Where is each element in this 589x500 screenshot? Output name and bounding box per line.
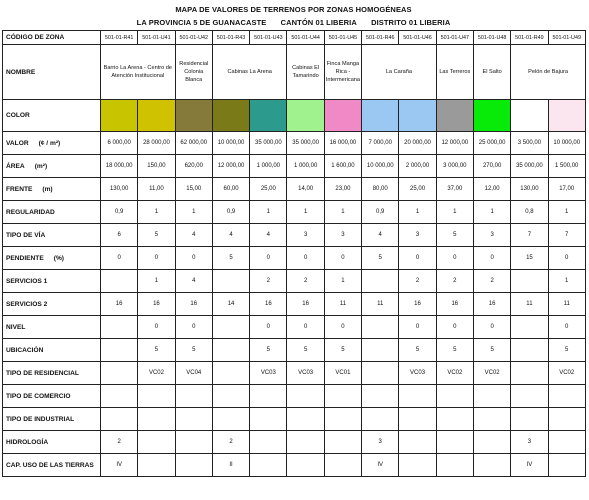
zone-value-cell xyxy=(138,408,175,431)
zone-value-cell: 15,00 xyxy=(175,178,212,201)
zone-value-cell: 3 500,00 xyxy=(511,132,548,155)
zone-value-cell: IV xyxy=(511,454,548,477)
row-label-pendiente: PENDIENTE (%) xyxy=(3,247,101,270)
zone-value-cell xyxy=(101,408,138,431)
zone-value-cell xyxy=(473,431,510,454)
zone-value-cell xyxy=(436,385,473,408)
zone-value-cell: 20 000,00 xyxy=(399,132,436,155)
zone-name-cell: Cabinas La Arena xyxy=(212,45,287,100)
zone-value-cell: 7 000,00 xyxy=(362,132,399,155)
row-label-tipo-industrial: TIPO DE INDUSTRIAL xyxy=(3,408,101,431)
zone-value-cell xyxy=(250,408,287,431)
zone-value-cell xyxy=(212,339,249,362)
zone-values-table xyxy=(2,30,586,477)
zone-value-cell: VC02 xyxy=(138,362,175,385)
zone-value-cell: 2 xyxy=(287,270,324,293)
zone-value-cell: 5 xyxy=(212,247,249,270)
row-cap-uso xyxy=(3,454,586,477)
zone-color-swatch xyxy=(138,100,174,131)
zone-value-cell: 17,00 xyxy=(548,178,585,201)
zone-value-cell: 0 xyxy=(138,316,175,339)
zone-value-cell: 5 xyxy=(175,339,212,362)
zone-value-cell: 16 xyxy=(250,293,287,316)
zone-value-cell: 5 xyxy=(548,339,585,362)
zone-value-cell: 0 xyxy=(548,316,585,339)
row-regularidad xyxy=(3,201,586,224)
zone-value-cell: 23,00 xyxy=(324,178,361,201)
zone-value-cell xyxy=(511,362,548,385)
zone-value-cell: 0 xyxy=(324,316,361,339)
zone-value-cell: 1 xyxy=(250,201,287,224)
zone-value-cell: 0,8 xyxy=(511,201,548,224)
row-nombre xyxy=(3,45,586,100)
zone-value-cell: 18 000,00 xyxy=(101,155,138,178)
zone-value-cell xyxy=(362,339,399,362)
zone-value-cell: VC01 xyxy=(324,362,361,385)
zone-value-cell: 3 xyxy=(287,224,324,247)
zone-value-cell: 28 000,00 xyxy=(138,132,175,155)
zone-value-cell: 35 000,00 xyxy=(250,132,287,155)
zone-value-cell xyxy=(548,408,585,431)
row-servicios1 xyxy=(3,270,586,293)
zone-value-cell: 16 xyxy=(101,293,138,316)
zone-value-cell: 5 xyxy=(138,224,175,247)
zone-value-cell xyxy=(250,454,287,477)
zone-value-cell: 12 000,00 xyxy=(212,155,249,178)
zone-value-cell: 1 xyxy=(473,201,510,224)
zone-value-cell: 25,00 xyxy=(399,178,436,201)
zone-color-swatch xyxy=(325,100,361,131)
zone-value-cell: 7 xyxy=(511,224,548,247)
zone-code-cell: 501-01-U47 xyxy=(436,31,473,45)
zone-value-cell: 1 xyxy=(138,270,175,293)
zone-code-cell: 501-01-U45 xyxy=(324,31,361,45)
row-label-hidrologia: HIDROLOGÍA xyxy=(3,431,101,454)
row-frente xyxy=(3,178,586,201)
zone-value-cell: 270,00 xyxy=(473,155,510,178)
zone-value-cell xyxy=(138,385,175,408)
zone-color-cell xyxy=(101,100,138,132)
row-label-ubicacion: UBICACIÓN xyxy=(3,339,101,362)
zone-value-cell: VC03 xyxy=(287,362,324,385)
zone-value-cell: 0 xyxy=(138,247,175,270)
zone-value-cell xyxy=(362,385,399,408)
zone-color-swatch xyxy=(287,100,323,131)
zone-value-cell: 0 xyxy=(436,316,473,339)
zone-color-swatch xyxy=(511,100,547,131)
zone-value-cell: 16 xyxy=(399,293,436,316)
zone-value-cell: VC03 xyxy=(399,362,436,385)
zone-value-cell: VC02 xyxy=(473,362,510,385)
row-area xyxy=(3,155,586,178)
zone-value-cell: 1 600,00 xyxy=(324,155,361,178)
zone-code-cell: 501-01-U41 xyxy=(138,31,175,45)
zone-value-cell: 4 xyxy=(362,224,399,247)
zone-value-cell: 0,9 xyxy=(101,201,138,224)
zone-value-cell xyxy=(436,454,473,477)
zone-value-cell: 0 xyxy=(175,316,212,339)
zone-value-cell: 11 xyxy=(362,293,399,316)
zone-value-cell: 5 xyxy=(399,339,436,362)
zone-value-cell: 16 xyxy=(138,293,175,316)
zone-value-cell xyxy=(324,454,361,477)
zone-code-cell: 501-01-R46 xyxy=(362,31,399,45)
zone-value-cell: 0,9 xyxy=(362,201,399,224)
zone-value-cell: 0 xyxy=(473,247,510,270)
zone-value-cell xyxy=(548,431,585,454)
zone-value-cell: 1 xyxy=(548,201,585,224)
zone-value-cell: 5 xyxy=(250,339,287,362)
row-tipo-via xyxy=(3,224,586,247)
zone-color-swatch xyxy=(213,100,249,131)
zone-value-cell xyxy=(175,431,212,454)
zone-value-cell xyxy=(250,385,287,408)
row-label-area: ÁREA (m²) xyxy=(3,155,101,178)
zone-color-cell xyxy=(548,100,585,132)
zone-value-cell: 10 000,00 xyxy=(212,132,249,155)
zone-value-cell: 1 xyxy=(399,201,436,224)
row-label-valor: VALOR (¢ / m²) xyxy=(3,132,101,155)
row-label-servicios2: SERVICIOS 2 xyxy=(3,293,101,316)
row-color xyxy=(3,100,586,132)
zone-value-cell xyxy=(362,316,399,339)
zone-color-swatch xyxy=(437,100,473,131)
row-tipo-comercio xyxy=(3,385,586,408)
zone-value-cell xyxy=(212,270,249,293)
zone-value-cell: 1 xyxy=(548,270,585,293)
zone-value-cell: 5 xyxy=(287,339,324,362)
row-label-tipo-residencial: TIPO DE RESIDENCIAL xyxy=(3,362,101,385)
zone-value-cell: 25,00 xyxy=(250,178,287,201)
zone-value-cell xyxy=(101,362,138,385)
zone-value-cell: 3 000,00 xyxy=(436,155,473,178)
zone-name-cell: Finca Manga Rica - Intermericana xyxy=(324,45,361,100)
zone-value-cell xyxy=(436,408,473,431)
zone-value-cell xyxy=(473,454,510,477)
zone-color-cell xyxy=(436,100,473,132)
zone-color-cell xyxy=(287,100,324,132)
zone-value-cell: 6 xyxy=(101,224,138,247)
zone-value-cell: 1 xyxy=(324,270,361,293)
zone-value-cell xyxy=(399,454,436,477)
zone-value-cell xyxy=(212,316,249,339)
zone-value-cell xyxy=(548,385,585,408)
zone-value-cell xyxy=(101,339,138,362)
zone-value-cell: 0 xyxy=(287,316,324,339)
zone-value-cell: 4 xyxy=(212,224,249,247)
zone-value-cell xyxy=(399,408,436,431)
zone-value-cell xyxy=(473,385,510,408)
row-label-nivel: NIVEL xyxy=(3,316,101,339)
zone-value-cell: 4 xyxy=(175,224,212,247)
zone-value-cell xyxy=(138,454,175,477)
zone-value-cell: 5 xyxy=(138,339,175,362)
zone-value-cell: VC04 xyxy=(175,362,212,385)
zone-code-cell: 501-01-U48 xyxy=(473,31,510,45)
zone-value-cell: 2 xyxy=(436,270,473,293)
zone-value-cell: 60,00 xyxy=(212,178,249,201)
row-label-color: COLOR xyxy=(3,100,101,132)
zone-value-cell: 1 000,00 xyxy=(250,155,287,178)
zone-value-cell: 130,00 xyxy=(511,178,548,201)
zone-value-cell: 1 xyxy=(175,201,212,224)
zone-value-cell: 1 000,00 xyxy=(287,155,324,178)
row-pendiente xyxy=(3,247,586,270)
zone-value-cell: 2 xyxy=(473,270,510,293)
zone-value-cell: 0 xyxy=(399,316,436,339)
zone-color-swatch xyxy=(549,100,585,131)
zone-value-cell: 16 xyxy=(436,293,473,316)
zone-value-cell: 1 xyxy=(138,201,175,224)
zone-color-cell xyxy=(362,100,399,132)
zone-value-cell: 62 000,00 xyxy=(175,132,212,155)
row-nivel xyxy=(3,316,586,339)
row-servicios2 xyxy=(3,293,586,316)
zone-color-cell xyxy=(138,100,175,132)
zone-value-cell: 0 xyxy=(175,247,212,270)
zone-value-cell: 130,00 xyxy=(101,178,138,201)
zone-value-cell xyxy=(287,385,324,408)
zone-value-cell: 11 xyxy=(548,293,585,316)
zone-value-cell: 3 xyxy=(362,431,399,454)
zone-value-cell: 11,00 xyxy=(138,178,175,201)
zone-value-cell: 3 xyxy=(324,224,361,247)
row-label-frente: FRENTE (m) xyxy=(3,178,101,201)
zone-code-cell: 501-01-U43 xyxy=(250,31,287,45)
zone-value-cell xyxy=(511,385,548,408)
zone-value-cell xyxy=(138,431,175,454)
zone-value-cell: 0,9 xyxy=(212,201,249,224)
zone-name-cell: Las Terreros xyxy=(436,45,473,100)
zone-color-swatch xyxy=(101,100,137,131)
zone-value-cell: 5 xyxy=(473,339,510,362)
row-hidrologia xyxy=(3,431,586,454)
zone-value-cell: IV xyxy=(362,454,399,477)
zone-name-cell: La Caraña xyxy=(362,45,437,100)
zone-value-cell: 12,00 xyxy=(473,178,510,201)
zone-value-cell xyxy=(511,408,548,431)
zone-value-cell xyxy=(175,385,212,408)
zone-value-cell xyxy=(212,385,249,408)
zone-value-cell xyxy=(399,431,436,454)
zone-value-cell: 25 000,00 xyxy=(473,132,510,155)
zone-value-cell xyxy=(511,339,548,362)
zone-value-cell: 5 xyxy=(436,224,473,247)
zone-value-cell: 16 xyxy=(287,293,324,316)
zone-value-cell: 16 xyxy=(473,293,510,316)
district-label: DISTRITO 01 LIBERIA xyxy=(371,18,451,27)
zone-value-cell: 15 xyxy=(511,247,548,270)
zone-value-cell: VC02 xyxy=(436,362,473,385)
zone-value-cell xyxy=(287,431,324,454)
zone-value-cell: 150,00 xyxy=(138,155,175,178)
zone-value-cell: 1 xyxy=(287,201,324,224)
zone-value-cell: VC03 xyxy=(250,362,287,385)
zone-value-cell xyxy=(101,270,138,293)
zone-color-cell xyxy=(175,100,212,132)
zone-color-swatch xyxy=(176,100,212,131)
zone-value-cell: 1 xyxy=(436,201,473,224)
zone-color-cell xyxy=(324,100,361,132)
zone-value-cell: 1 xyxy=(324,201,361,224)
zone-value-cell: 16 xyxy=(175,293,212,316)
zone-code-cell: 501-01-R41 xyxy=(101,31,138,45)
zone-value-cell: 4 xyxy=(250,224,287,247)
zone-code-cell: 501-01-U49 xyxy=(548,31,585,45)
zone-value-cell: 0 xyxy=(473,316,510,339)
zone-value-cell xyxy=(362,408,399,431)
zone-value-cell: 2 xyxy=(250,270,287,293)
zone-values-document xyxy=(2,4,585,477)
row-label-tipo-comercio: TIPO DE COMERCIO xyxy=(3,385,101,408)
row-label-tipo-via: TIPO DE VÍA xyxy=(3,224,101,247)
zone-value-cell xyxy=(212,362,249,385)
zone-value-cell xyxy=(548,454,585,477)
zone-value-cell: 11 xyxy=(324,293,361,316)
zone-value-cell: 7 xyxy=(548,224,585,247)
row-tipo-industrial xyxy=(3,408,586,431)
zone-value-cell: 2 xyxy=(101,431,138,454)
zone-value-cell: 2 xyxy=(399,270,436,293)
zone-value-cell: 10 000,00 xyxy=(362,155,399,178)
zone-value-cell: 0 xyxy=(548,247,585,270)
zone-name-cell: Pelón de Bajura xyxy=(511,45,586,100)
zone-color-swatch xyxy=(474,100,510,131)
zone-value-cell: 5 xyxy=(324,339,361,362)
zone-code-cell: 501-01-R43 xyxy=(212,31,249,45)
zone-code-cell: 501-01-U42 xyxy=(175,31,212,45)
zone-value-cell xyxy=(287,454,324,477)
zone-value-cell: 37,00 xyxy=(436,178,473,201)
zone-value-cell: 3 xyxy=(473,224,510,247)
zone-value-cell: II xyxy=(212,454,249,477)
zone-value-cell: IV xyxy=(101,454,138,477)
zone-color-cell xyxy=(212,100,249,132)
zone-code-cell: 501-01-U44 xyxy=(287,31,324,45)
zone-value-cell: 620,00 xyxy=(175,155,212,178)
zone-color-cell xyxy=(250,100,287,132)
zone-value-cell xyxy=(362,362,399,385)
zone-value-cell: 1 500,00 xyxy=(548,155,585,178)
zone-value-cell xyxy=(175,454,212,477)
zone-value-cell: 0 xyxy=(287,247,324,270)
zone-name-cell: Barrio La Arena - Centro de Atención Institucional xyxy=(101,45,176,100)
zone-value-cell: 12 000,00 xyxy=(436,132,473,155)
zone-value-cell: 5 xyxy=(362,247,399,270)
zone-value-cell: 6 000,00 xyxy=(101,132,138,155)
zone-code-cell: 501-01-U46 xyxy=(399,31,436,45)
zone-value-cell xyxy=(473,408,510,431)
zone-color-swatch xyxy=(399,100,435,131)
zone-color-swatch xyxy=(250,100,286,131)
zone-value-cell xyxy=(324,431,361,454)
zone-name-cell: Residencial Colonia Blanca xyxy=(175,45,212,100)
zone-value-cell: 2 000,00 xyxy=(399,155,436,178)
zone-value-cell: 2 xyxy=(212,431,249,454)
zone-value-cell: 0 xyxy=(250,316,287,339)
zone-value-cell xyxy=(212,408,249,431)
zone-value-cell xyxy=(324,385,361,408)
zone-color-cell xyxy=(399,100,436,132)
canton-label: CANTÓN 01 LIBERIA xyxy=(280,18,357,27)
zone-value-cell: 11 xyxy=(511,293,548,316)
zone-value-cell xyxy=(399,385,436,408)
zone-value-cell xyxy=(511,270,548,293)
zone-value-cell: VC02 xyxy=(548,362,585,385)
zone-value-cell: 3 xyxy=(511,431,548,454)
zone-value-cell: 0 xyxy=(101,247,138,270)
zone-value-cell xyxy=(511,316,548,339)
row-label-servicios1: SERVICIOS 1 xyxy=(3,270,101,293)
zone-value-cell xyxy=(436,431,473,454)
province-label: LA PROVINCIA 5 DE GUANACASTE xyxy=(136,18,267,27)
zone-color-swatch xyxy=(362,100,398,131)
zone-code-cell: 501-01-R49 xyxy=(511,31,548,45)
zone-value-cell: 0 xyxy=(436,247,473,270)
zone-value-cell: 0 xyxy=(324,247,361,270)
zone-value-cell: 3 xyxy=(399,224,436,247)
row-valor xyxy=(3,132,586,155)
zone-name-cell: El Salto xyxy=(473,45,510,100)
zone-value-cell: 35 000,00 xyxy=(287,132,324,155)
zone-value-cell xyxy=(324,408,361,431)
zone-value-cell xyxy=(175,408,212,431)
zone-value-cell: 16 000,00 xyxy=(324,132,361,155)
zone-value-cell: 10 000,00 xyxy=(548,132,585,155)
row-label-nombre: NOMBRE xyxy=(3,45,101,100)
zone-name-cell: Cabinas El Tamarindo xyxy=(287,45,324,100)
zone-color-cell xyxy=(511,100,548,132)
zone-value-cell: 14 xyxy=(212,293,249,316)
zone-value-cell xyxy=(101,385,138,408)
row-tipo-residencial xyxy=(3,362,586,385)
zone-value-cell: 0 xyxy=(399,247,436,270)
zone-value-cell: 14,00 xyxy=(287,178,324,201)
row-codigo xyxy=(3,31,586,45)
row-label-regularidad: REGULARIDAD xyxy=(3,201,101,224)
row-label-cap-uso: CAP. USO DE LAS TIERRAS xyxy=(3,454,101,477)
zone-value-cell xyxy=(287,408,324,431)
row-label-codigo: CÓDIGO DE ZONA xyxy=(3,31,101,45)
row-ubicacion xyxy=(3,339,586,362)
zone-value-cell xyxy=(250,431,287,454)
zone-value-cell: 35 000,00 xyxy=(511,155,548,178)
zone-value-cell: 5 xyxy=(436,339,473,362)
zone-value-cell xyxy=(101,316,138,339)
zone-value-cell: 80,00 xyxy=(362,178,399,201)
zone-value-cell: 0 xyxy=(250,247,287,270)
document-title: MAPA DE VALORES DE TERRENOS POR ZONAS HOMOGÉNEAS xyxy=(175,5,412,14)
zone-value-cell: 4 xyxy=(175,270,212,293)
zone-color-cell xyxy=(473,100,510,132)
document-subtitle xyxy=(2,16,585,30)
zone-value-cell xyxy=(362,270,399,293)
